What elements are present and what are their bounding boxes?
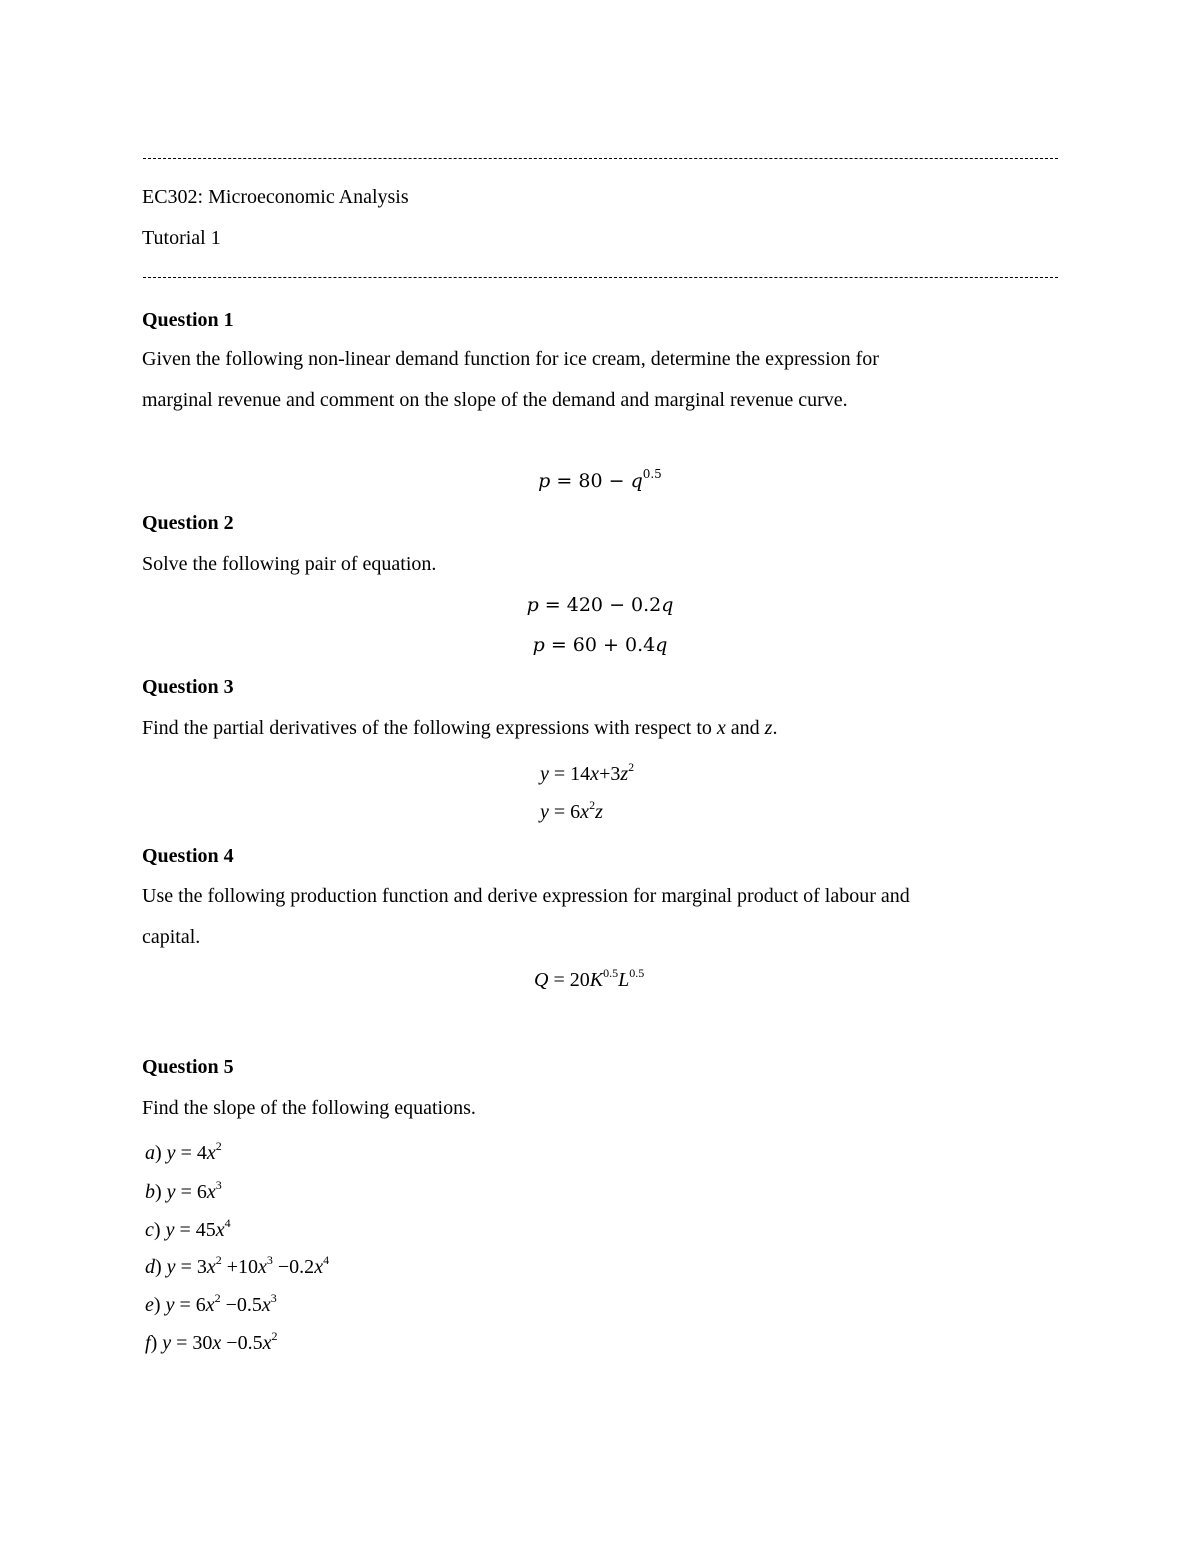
item-label: a <box>145 1142 155 1164</box>
eq-exponent: 4 <box>323 1253 330 1267</box>
tutorial-subtitle: Tutorial 1 <box>142 227 221 249</box>
eq-coef: 0.2 <box>631 594 662 616</box>
top-divider-1 <box>143 158 1058 159</box>
eq-op: = <box>179 1219 191 1241</box>
question-5-text: Find the slope of the following equations. <box>142 1097 476 1119</box>
eq-plus: + <box>599 763 611 785</box>
top-divider-2 <box>143 277 1058 278</box>
eq-exponent: 0.5 <box>642 467 662 481</box>
eq-var: K <box>589 969 604 991</box>
eq-term: −0.2 <box>277 1256 315 1278</box>
eq-const: 60 <box>572 634 597 656</box>
eq-var: x <box>262 1332 272 1354</box>
eq-term: −0.5 <box>226 1332 263 1354</box>
eq-var: y <box>166 1142 176 1164</box>
eq-op: = <box>180 1142 192 1164</box>
eq-coef: 4 <box>196 1142 207 1164</box>
eq-op: = <box>176 1332 188 1354</box>
question-4-text-line-2: capital. <box>142 926 201 948</box>
eq-op: = <box>553 801 566 823</box>
eq-coef: 6 <box>195 1294 206 1316</box>
question-4-heading: Question 4 <box>142 845 234 867</box>
eq-var: x <box>590 763 600 785</box>
eq-var: x <box>205 1294 215 1316</box>
eq-exponent: 3 <box>215 1178 222 1192</box>
eq-op: = <box>556 470 573 492</box>
eq-coef: 6 <box>196 1181 207 1203</box>
eq-var: y <box>165 1294 175 1316</box>
question-1-heading: Question 1 <box>142 309 234 331</box>
item-label: c <box>145 1219 154 1241</box>
question-5-item-b <box>145 1178 222 1203</box>
eq-var: y <box>540 763 549 785</box>
question-4-text-line-1: Use the following production function and derive expression for marginal product of labour and <box>142 885 910 907</box>
item-label: b <box>145 1181 155 1203</box>
period: . <box>772 717 778 739</box>
eq-var: p <box>538 470 551 492</box>
eq-coef: 0.4 <box>625 634 656 656</box>
eq-exponent: 2 <box>589 798 596 812</box>
eq-var: y <box>165 1219 175 1241</box>
eq-exponent: 2 <box>214 1291 221 1305</box>
eq-var: z <box>620 763 629 785</box>
question-5-item-a <box>145 1139 222 1164</box>
eq-term: +10 <box>226 1256 259 1278</box>
question-3-equation-1 <box>540 760 635 785</box>
item-label: f <box>145 1332 151 1354</box>
item-paren: ) <box>155 1256 162 1278</box>
question-3-heading: Question 3 <box>142 676 234 698</box>
eq-op: = <box>544 594 561 616</box>
eq-exponent: 0.5 <box>603 966 619 980</box>
course-title: EC302: Microeconomic Analysis <box>142 186 409 208</box>
eq-op: = <box>553 969 565 991</box>
question-1-text-line-2: marginal revenue and comment on the slope of the demand and marginal revenue curve. <box>142 389 848 411</box>
eq-term: −0.5 <box>225 1294 262 1316</box>
eq-op: = <box>550 634 567 656</box>
eq-var: Q <box>534 969 549 991</box>
eq-var: x <box>314 1256 324 1278</box>
item-paren: ) <box>153 1219 161 1241</box>
question-3-text-main: Find the partial derivatives of the following expressions with respect to <box>142 717 712 739</box>
question-5-item-e <box>145 1291 277 1316</box>
eq-minus: − <box>608 470 625 492</box>
eq-coef: 45 <box>195 1219 216 1241</box>
eq-var: x <box>261 1294 271 1316</box>
question-1-text-line-1: Given the following non-linear demand function for ice cream, determine the expression for <box>142 348 879 370</box>
question-5-item-d <box>145 1253 330 1278</box>
word-and: and <box>730 717 760 739</box>
item-label: d <box>145 1256 155 1278</box>
eq-exponent: 3 <box>266 1253 273 1267</box>
eq-var: x <box>206 1181 216 1203</box>
question-2-equation-2 <box>0 636 1200 655</box>
eq-coef: 3 <box>610 763 621 785</box>
item-label: e <box>145 1294 154 1316</box>
item-paren: ) <box>153 1294 161 1316</box>
eq-sign: − <box>609 594 625 616</box>
question-5-item-f <box>145 1329 278 1354</box>
eq-op: = <box>179 1294 191 1316</box>
eq-op: = <box>180 1181 192 1203</box>
question-4-equation <box>534 966 645 991</box>
eq-var: x <box>580 801 590 823</box>
eq-var: L <box>618 969 630 991</box>
eq-var: q <box>661 594 674 616</box>
eq-exponent: 3 <box>270 1291 277 1305</box>
eq-var: y <box>166 1256 176 1278</box>
eq-sign: + <box>603 634 619 656</box>
eq-op: = <box>180 1256 192 1278</box>
eq-exponent: 2 <box>271 1329 278 1343</box>
eq-coef: 30 <box>192 1332 213 1354</box>
eq-exponent: 2 <box>628 760 635 774</box>
question-1-equation <box>0 467 1200 492</box>
eq-coef: 6 <box>570 801 581 823</box>
eq-var: x <box>215 1219 225 1241</box>
question-3-equation-2 <box>540 798 603 823</box>
eq-var: p <box>526 594 539 616</box>
eq-exponent: 2 <box>215 1139 222 1153</box>
question-2-equation-1 <box>0 596 1200 615</box>
question-2-heading: Question 2 <box>142 512 234 534</box>
eq-exponent: 2 <box>215 1253 222 1267</box>
item-paren: ) <box>155 1142 162 1164</box>
item-paren: ) <box>155 1181 162 1203</box>
eq-op: = <box>553 763 566 785</box>
var-x: x <box>716 717 726 739</box>
question-5-item-c <box>145 1216 231 1241</box>
eq-var: x <box>258 1256 267 1278</box>
eq-var: y <box>540 801 549 823</box>
question-3-text <box>142 718 777 738</box>
eq-exponent: 0.5 <box>629 966 645 980</box>
eq-var: q <box>655 634 668 656</box>
eq-var: p <box>532 634 545 656</box>
eq-var: x <box>206 1142 216 1164</box>
eq-coef: 3 <box>196 1256 207 1278</box>
eq-const: 420 <box>566 594 604 616</box>
eq-var: y <box>166 1181 176 1203</box>
question-2-text: Solve the following pair of equation. <box>142 553 437 575</box>
eq-exponent: 4 <box>224 1216 231 1230</box>
eq-var: x <box>212 1332 222 1354</box>
eq-coef: 20 <box>569 969 590 991</box>
question-5-heading: Question 5 <box>142 1056 234 1078</box>
eq-var: z <box>595 801 603 823</box>
var-z: z <box>764 717 773 739</box>
item-paren: ) <box>150 1332 158 1354</box>
eq-coef: 14 <box>570 763 591 785</box>
eq-var: y <box>162 1332 172 1354</box>
eq-var: x <box>206 1256 216 1278</box>
eq-const: 80 <box>578 470 603 492</box>
eq-var: q <box>630 470 643 492</box>
